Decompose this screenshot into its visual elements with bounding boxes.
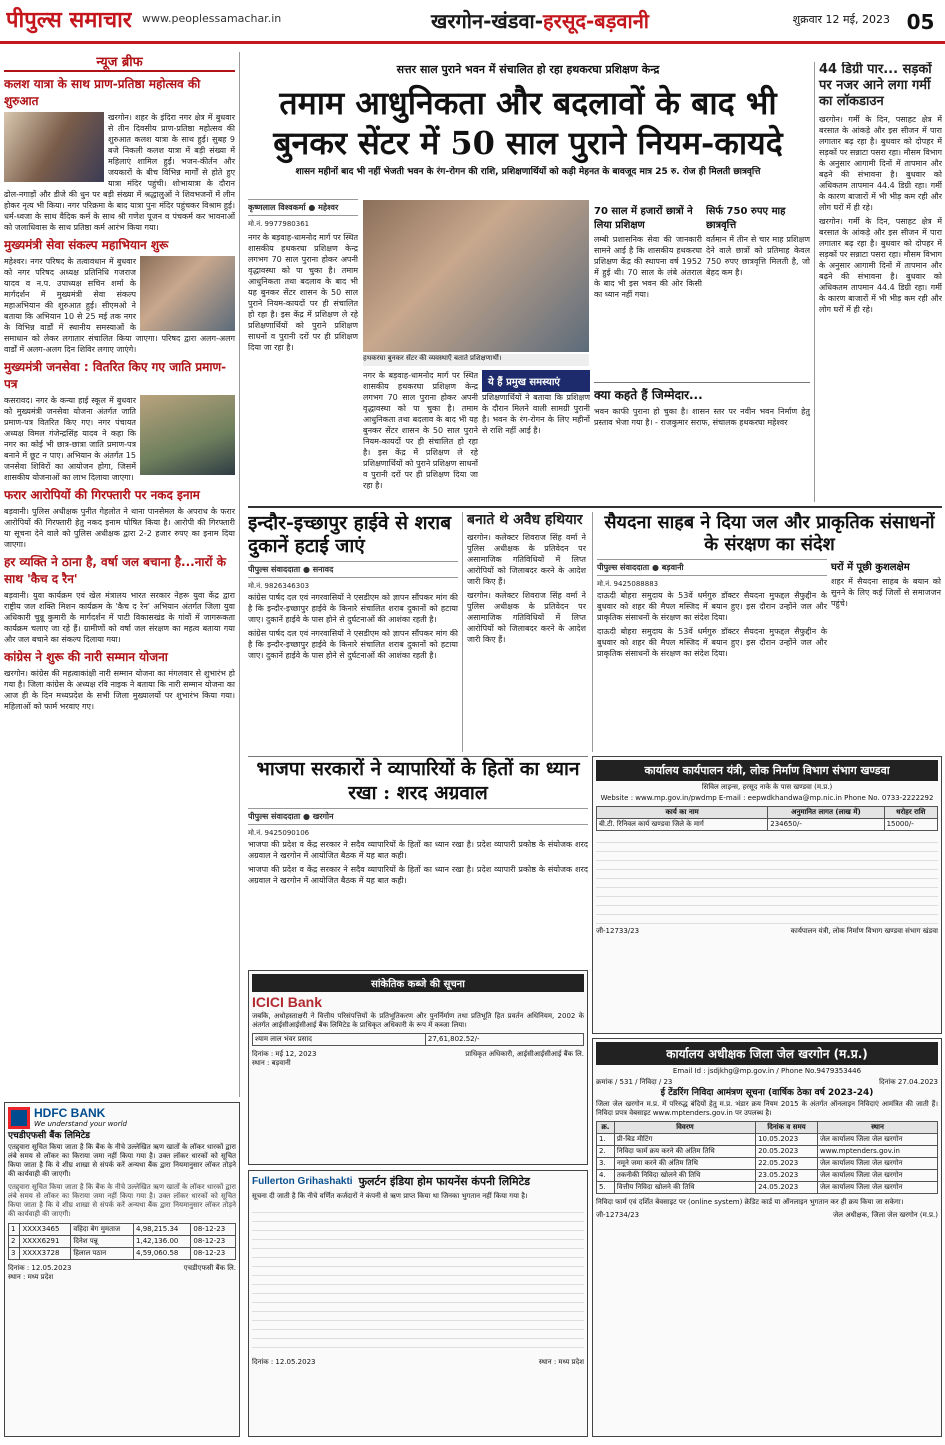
- pwd-ref: जी-12733/23: [596, 927, 640, 935]
- notice-date: दिनांक : 12.05.2023: [8, 1264, 72, 1272]
- brief-body: बड़वानी। युवा कार्यक्रम एवं खेल मंत्रालय भारत सरकार नेहरू युवा केंद्र द्वारा राष्ट्रीय जल शक्ति मिशन कार्यक्रम के 'कैच द रेन' अभियान अंतर्गत जिला युवा अधिकारी चुन्नू कुमारी के मार्गदर्शन में पाटी विकासखंड के गांवों में जागरूकता कार्यक्रम चलाए जा रहे हैं। ग्रामीणों को वर्षा जल संरक्षण का महत्व बताया गया और जल बचाने का संकल्प दिलाया गया।: [4, 591, 235, 644]
- th-desc: विवरण: [614, 1122, 755, 1134]
- website-url[interactable]: www.peoplessamachar.in: [142, 12, 282, 25]
- liquor-body: कांग्रेस पार्षद दल एवं नगरवासियों ने एसडीएम को ज्ञापन सौंपकर मांग की है कि इन्दौर-इच्छापुर हाईवे के किनारे संचालित शराब दुकानों को हटाया जाए। दुकानें हाईवे के पास होने से दुर्घटनाओं की आशंका रहती है।: [248, 593, 458, 624]
- main-kicker: सत्तर साल पुराने भवन में संचालित हो रहा हथकरघा प्रशिक्षण केन्द्र: [396, 63, 660, 76]
- col-fee: धरोहर राशि: [884, 807, 937, 819]
- procession-photo: [4, 112, 104, 182]
- sidebar-history-body: लम्बी प्रशासनिक सेवा की जानकारी सामने आई है कि शासकीय हथकरघा प्रशिक्षण केंद्र की स्थापना वर्ष 1952 में हुई थी। 70 साल के लंबे अंतराल के बाद भी इस भवन की ओर किसी का ध्यान नहीं गया।: [594, 235, 702, 299]
- brief-headline: हर व्यक्ति ने ठाना है, वर्षा जल बचाना है...नारों के साथ 'कैच द रैन': [4, 555, 226, 586]
- sidebar-history: [594, 200, 702, 380]
- fullerton-logo: Fullerton Grihashakti: [252, 1176, 353, 1187]
- main-story-column: [248, 196, 358, 501]
- heatwave-story: [814, 62, 942, 502]
- section-title: [360, 2, 720, 40]
- table-cell: 1: [9, 1224, 20, 1236]
- pwd-title: कार्यालय कार्यपालन यंत्री, लोक निर्माण विभाग संभाग खण्डवा: [596, 760, 938, 781]
- syedna-byline: पीपुल्स संवाददाता ● बड़वानी: [597, 559, 827, 576]
- liquor-byline: पीपुल्स संवाददाता ● सनावद: [248, 561, 458, 578]
- heatwave-body-continued: खरगोन। गर्मी के दिन, पसाहट क्षेत्र में बरसात के आंकड़े और इस सीजन में पारा लगातार बढ़ रहा है। बुधवार को दोपहर में सड़कों पर सन्नाटा पसरा रहा। मौसम विभाग के अनुसार आगामी दिनों में तापमान और बढ़ने की संभावना है। बुधवार को अधिकतम तापमान 44.4 डिग्री रहा। गर्मी के कारण बाजारों में भी भीड़ कम रही और लोग घरों में ही रहे।: [819, 217, 942, 314]
- main-mobile: मो.नं. 9977980361: [248, 220, 310, 228]
- table-row: [9, 1248, 236, 1260]
- brief-body: महेश्वर। नगर परिषद के तत्वावधान में बुधवार को नगर परिषद अध्यक्ष प्रतिनिधि गजराज यादव व न.प. उपाध्यक्ष सचिन शर्मा के मार्गदर्शन में मुख्यमंत्री सेवा संकल्प महाअभियान की शुरुआत हुई। सीएमओ ने बताया कि अभियान 10 से 25 मई तक नगर के विभिन्न वार्डों में स्थानीय समस्याओं के समाधान को लेकर लगातार संचालित किया जाएगा। परिषद द्वारा अलग-अलग वार्डों में अलग-अलग दिन शिविर लगाए जाएंगे।: [4, 257, 235, 354]
- weapons-headline: बनाते थे अवैध हथियार: [467, 512, 583, 528]
- table-cell: 20.05.2023: [756, 1146, 818, 1158]
- pwd-terms-list: [596, 834, 938, 924]
- table-cell: वहिदा बेग मुमताज: [71, 1224, 134, 1236]
- hdfc-logo-icon: [8, 1107, 30, 1129]
- notice-body: एतद्द्वारा सूचित किया जाता है कि बैंक के नीचे उल्लेखित ऋण खातों के लॉकर धारकों द्वारा लंबे समय से लॉकर का किराया जमा नहीं किया गया है। उक्त लॉकर धारकों को सूचित किया जाता है कि वे शीघ्र शाखा से संपर्क करें अन्यथा बैंक द्वारा नियमानुसार लॉकर तोड़ने की कार्यवाही की जाएगी।: [8, 1143, 236, 1178]
- table-cell: प्री-बिड मीटिंग: [614, 1134, 755, 1146]
- fullerton-place: स्थान : मध्य प्रदेश: [538, 1358, 584, 1366]
- th-date: दिनांक व समय: [756, 1122, 818, 1134]
- brief-headline: कलश यात्रा के साथ प्राण-प्रतिष्ठा महोत्सव की शुरुआत: [4, 77, 201, 108]
- table-cell: 2: [9, 1236, 20, 1248]
- weapons-body: खरगोन। कलेक्टर शिवराज सिंह वर्मा ने पुलिस अधीक्षक के प्रतिवेदन पर असामाजिक गतिविधियों में लिप्त आरोपियों को जिलाबदर करने के आदेश जारी किए हैं।: [467, 533, 586, 586]
- table-cell: 3.: [597, 1158, 615, 1170]
- jail-intro: जिला जेल खरगोन म.प्र. में परिरुद्ध बंदियों हेतु म.प्र. भंडार क्रय नियम 2015 के अंतर्गत ऑनलाइन निविदाएं आमंत्रित की जाती हैं। निविदा प्रपत्र वेबसाइट www.mptenders.gov.in पर उपलब्ध है।: [596, 1100, 938, 1117]
- syedna-mobile: मो.नं. 9425088883: [597, 580, 659, 588]
- pwd-subtitle: सिविल लाइन्स, हरसूद नाके के पास खण्डवा (म.प्र.): [701, 783, 833, 791]
- table-cell: 24.05.2023: [756, 1182, 818, 1194]
- brief-body: बड़वानी। पुलिस अधीक्षक पुनीत गेहलोत ने थाना पानसेमल के अपराध के फरार आरोपियों की गिरफ्तारी हेतु नकद इनाम घोषित किया है। आरोपी की गिरफ्तारी या सूचना देने वाले को पुलिस अधीक्षक द्वारा 2-2 हजार रुपए का इनाम दिया जाएगा।: [4, 507, 235, 549]
- icici-place: स्थान : बड़वानी: [252, 1059, 291, 1067]
- table-cell: XXXX3728: [20, 1248, 71, 1260]
- syedna-body-continued: दाऊदी बोहरा समुदाय के 53वें धर्मगुरु डॉक्टर सैयदना मुफद्दल सैफुद्दीन के बुधवार को शहर की मैपल मस्जिद में बयान हुए। इस दौरान उन्होंने जल और प्राकृतिक संसाधनों के संरक्षण का संदेश दिया।: [597, 627, 827, 658]
- jail-ref: क्रमांक / 531 / निविदा / 23: [596, 1078, 673, 1086]
- problems-heading: ये हैं प्रमुख समस्याएं: [482, 370, 590, 392]
- heatwave-body: खरगोन। गर्मी के दिन, पसाहट क्षेत्र में बरसात के आंकड़े और इस सीजन में पारा लगातार बढ़ रहा है। बुधवार को दोपहर में सड़कों पर सन्नाटा पसरा रहा। मौसम विभाग के अनुसार आगामी दिनों में तापमान और बढ़ने की संभावना है। बुधवार को अधिकतम तापमान 44.4 डिग्री रहा। गर्मी के कारण बाजारों में भी भीड़ कम रही और लोग घरों में ही रहे।: [819, 115, 942, 212]
- officials-heading: क्या कहते हैं जिम्मेदार...: [594, 388, 703, 402]
- main-byline: कृष्णलाल विश्वकर्मा ● महेश्वर: [248, 199, 358, 216]
- officials-body: भवन काफी पुराना हो चुका है। शासन स्तर पर नवीन भवन निर्माण हेतु प्रस्ताव भेजा गया है। - राजकुमार सराफ, संचालक हथकरघा महेश्वर: [594, 407, 810, 427]
- jail-date: दिनांक 27.04.2023: [879, 1078, 938, 1086]
- syedna-side-heading: घरों में पूछी कुशलक्षेम: [831, 562, 910, 573]
- bjp-mobile: मो.नं. 9425090106: [248, 829, 310, 837]
- bjp-body: भाजपा की प्रदेश व केंद्र सरकार ने सदैव व्यापारियों के हितों का ध्यान रखा है। प्रदेश व्यापारी प्रकोष्ठ के संयोजक शरद अग्रवाल ने खरगोन में आयोजित बैठक में यह बात कही।: [248, 840, 588, 860]
- bank-tagline: We understand your world: [34, 1120, 127, 1128]
- page-number: 05: [906, 10, 935, 34]
- notice-body-continued: एतद्द्वारा सूचित किया जाता है कि बैंक के नीचे उल्लेखित ऋण खातों के लॉकर धारकों द्वारा लंबे समय से लॉकर का किराया जमा नहीं किया गया है। उक्त लॉकर धारकों को सूचित किया जाता है कि वे शीघ्र शाखा से संपर्क करें अन्यथा बैंक द्वारा नियमानुसार लॉकर तोड़ने की कार्यवाही की जाएगी।: [8, 1183, 236, 1218]
- icici-amount: 27,61,802.52/-: [425, 1034, 583, 1046]
- table-cell: वित्तीय निविदा खोलने की तिथि: [614, 1182, 755, 1194]
- table-cell: 4,59,060.58: [134, 1248, 191, 1260]
- brief-headline: कांग्रेस ने शुरू की नारी सम्मान योजना: [4, 650, 168, 664]
- main-deck: शासन महीनों बाद भी नहीं भेजती भवन के रंग-रोगन की राशि, प्रशिक्षणार्थियों को कड़ी मेहनत के बावजूद मात्र 25 रु. रोज ही मिलती छात्रवृत्ति: [295, 167, 761, 177]
- table-cell: जेल कार्यालय जिला जेल खरगोन: [817, 1134, 937, 1146]
- photo-caption: हथकरघा बुनकर सेंटर की व्यवस्थाएँ बताते प्रशिक्षणार्थी।: [363, 354, 589, 366]
- table-cell: 22.05.2023: [756, 1158, 818, 1170]
- main-body-continued: नगर के बड़वाह-धामनोद मार्ग पर स्थित शासकीय हथकरघा प्रशिक्षण केन्द्र लगभग 70 साल पुराना होकर अपनी वृद्धावस्था को पा चुका है। तमाम आधुनिकता तथा बदलाव के बाद भी यह बुनकर सेंटर शासन के 50 साल पुराने नियम-कायदों पर ही संचालित हो रहा है। इस केंद्र में प्रशिक्षण ले रहे प्रशिक्षणार्थियों को पुराने प्रशिक्षण साधनों व पुरानी दरों पर ही प्रशिक्षण दिया जा रहा है।: [363, 371, 478, 490]
- bjp-headline: भाजपा सरकारों ने व्यापारियों के हितों का ध्यान रखा : शरद अग्रवाल: [256, 758, 580, 804]
- table-cell: XXXX3465: [20, 1224, 71, 1236]
- table-cell: तकनीकी निविदा खोलने की तिथि: [614, 1170, 755, 1182]
- table-row: [9, 1224, 236, 1236]
- section-title-highlight: हरसूद-बड़वानी: [543, 9, 649, 33]
- liquor-story: [248, 512, 458, 752]
- problems-body: प्रशिक्षणार्थियों ने बताया कि प्रशिक्षण के दौरान मिलने वाली सामग्री पुरानी है। भवन के रंग-रोगन के लिए महीनों से राशि नहीं आई है।: [482, 393, 590, 435]
- row-amount: 234650/-: [768, 819, 884, 831]
- syedna-story: [592, 512, 942, 752]
- issue-date: शुक्रवार 12 मई, 2023: [792, 13, 890, 26]
- table-cell: 1.: [597, 1134, 615, 1146]
- section-divider: [248, 506, 942, 508]
- jail-footer-note: निविदा फार्म एवं दर्शित बेवसाइट पर (online system) क्रेडिट कार्ड या ऑनलाइन भुगतान कर ही क्रय किया जा सकेगा।: [596, 1198, 904, 1206]
- notice-place: स्थान : मध्य प्रदेश: [8, 1273, 54, 1281]
- locker-table: [8, 1223, 236, 1260]
- liquor-headline: इन्दौर-इच्छापुर हाईवे से शराब दुकानें हटाई जाएं: [248, 512, 452, 557]
- sidebar-history-heading: 70 साल में हजारों छात्रों ने लिया प्रशिक्षण: [594, 206, 693, 231]
- masthead: [0, 0, 945, 44]
- table-cell: 5.: [597, 1182, 615, 1194]
- brief-body: खरगोन। कांग्रेस की महत्वाकांक्षी नारी सम्मान योजना का मंगलवार से शुभारंभ हो गया है। जिला कांग्रेस के अध्यक्ष रवि नाइक ने बताया कि नारी सम्मान योजना का आज ही के दिन मध्यप्रदेश के सभी जिला मुख्यालयों पर शुभारंभ किया गया। महिलाओं को फार्म भरवाए गए।: [4, 669, 235, 711]
- liquor-mobile: मो.नं. 9826346303: [248, 582, 310, 590]
- th-serial: क्र.: [597, 1122, 615, 1134]
- main-body: नगर के बड़वाह-धामनोद मार्ग पर स्थित शासकीय हथकरघा प्रशिक्षण केन्द्र लगभग 70 साल पुराना होकर अपनी वृद्धावस्था को पा चुका है। तमाम आधुनिकता तथा बदलाव के बाद भी यह बुनकर सेंटर शासन के 50 साल पुराने नियम-कायदों पर ही संचालित हो रहा है। इस केंद्र में प्रशिक्षण ले रहे प्रशिक्षणार्थियों को पुराने प्रशिक्षण साधनों व पुरानी दरों पर ही प्रशिक्षण दिया जा रहा है।: [248, 233, 358, 352]
- news-brief-label: न्यूज ब्रीफ: [4, 52, 235, 72]
- table-cell: 1,42,136.00: [134, 1236, 191, 1248]
- brief-headline: फरार आरोपियों की गिरफ्तारी पर नकद इनाम: [4, 488, 200, 502]
- table-cell: 2.: [597, 1146, 615, 1158]
- brief-headline: मुख्यमंत्री जनसेवा : वितरित किए गए जाति प्रमाण-पत्र: [4, 360, 227, 391]
- table-cell: 23.05.2023: [756, 1170, 818, 1182]
- certificate-photo: [140, 395, 235, 475]
- fullerton-title: फुलर्टन इंडिया होम फायनेंस कंपनी लिमिटेड: [358, 1175, 531, 1188]
- meeting-photo: [140, 256, 235, 331]
- table-row: [597, 1182, 938, 1194]
- row-work: बी.टी. रिनिवल कार्य खण्डवा जिले के मार्ग: [597, 819, 768, 831]
- table-cell: दिनेश पन्नू: [71, 1236, 134, 1248]
- table-cell: XXXX6291: [20, 1236, 71, 1248]
- syedna-body: दाऊदी बोहरा समुदाय के 53वें धर्मगुरु डॉक्टर सैयदना मुफद्दल सैफुद्दीन के बुधवार को शहर की मैपल मस्जिद में बयान हुए। इस दौरान उन्होंने जल और प्राकृतिक संसाधनों के संरक्षण का संदेश दिया।: [597, 591, 827, 622]
- jail-tender-notice: [592, 1038, 942, 1437]
- pwd-table: [596, 806, 938, 831]
- col-amount: अनुमानित लागत (लाख में): [768, 807, 884, 819]
- newspaper-logo: पीपुल्स समाचार: [6, 8, 132, 33]
- jail-ref2: जी-12734/23: [596, 1211, 640, 1219]
- pwd-signature: कार्यपालन यंत्री, लोक निर्माण विभाग खण्डवा संभाग खंडवा: [790, 927, 938, 935]
- officials-quote: [594, 382, 810, 500]
- table-cell: 10.05.2023: [756, 1134, 818, 1146]
- table-cell: निविदा फार्म क्रय करने की अंतिम तिथि: [614, 1146, 755, 1158]
- hdfc-bank-notice: [4, 1102, 240, 1437]
- icici-body: जबकि, अधोहस्ताक्षरी ने वित्तीय परिसंपत्तियों के प्रतिभूतिकरण और पुनर्निर्माण तथा प्रतिभूति हित प्रवर्तन अधिनियम, 2002 के अंतर्गत आईसीआईसीआई बैंक लिमिटेड के प्राधिकृत अधिकारी के रूप में कब्जा लिया।: [252, 1012, 584, 1029]
- fullerton-date: दिनांक : 12.05.2023: [252, 1358, 316, 1366]
- sidebar-stipend: [706, 200, 810, 380]
- icici-signature: प्राधिकृत अधिकारी, आईसीआईसीआई बैंक लि.: [465, 1050, 584, 1058]
- table-row: [597, 1146, 938, 1158]
- main-story-continued: [363, 370, 478, 500]
- pwd-contact: Website : www.mp.gov.in/pwdmp E-mail : eepwdkhandwa@mp.nic.in Phone No. 0733-2222292: [600, 794, 934, 802]
- table-cell: जेल कार्यालय जिला जेल खरगोन: [817, 1158, 937, 1170]
- section-title-primary: खरगोन-खंडवा-: [431, 9, 544, 33]
- fullerton-body: सूचना दी जाती है कि नीचे वर्णित कर्जदारों ने कंपनी से ऋण प्राप्त किया था जिनका भुगतान नहीं किया गया है।: [252, 1192, 528, 1200]
- jail-contact: Email Id : jsdjkhg@mp.gov.in / Phone No.9479353446: [672, 1067, 862, 1075]
- table-row: [9, 1236, 236, 1248]
- table-row: [597, 1158, 938, 1170]
- jail-notice-heading: ई टेंडरिंग निविदा आमंत्रण सूचना (वार्षिक ठेका वर्ष 2023-24): [660, 1088, 874, 1098]
- sidebar-stipend-body: वर्तमान में तीन से चार माह प्रशिक्षण देने वाले छात्रों को प्रतिमाह केवल 750 रुपए छात्रवृत्ति मिलती है, जो बेहद कम है।: [706, 235, 810, 277]
- weaving-center-photo: [363, 200, 589, 352]
- icici-borrower: श्याम लाल भंवर प्रसाद: [253, 1034, 426, 1046]
- jail-schedule-table: [596, 1121, 938, 1194]
- table-row: [597, 1134, 938, 1146]
- table-cell: नमूने जमा करने की अंतिम तिथि: [614, 1158, 755, 1170]
- heatwave-headline: 44 डिग्री पार... सड़कों पर नजर आने लगा गर्मी का लॉकडाउन: [819, 62, 932, 109]
- main-headline-line2: बुनकर सेंटर में 50 साल पुराने नियम-कायदे: [273, 124, 783, 162]
- table-cell: 4,98,215.34: [134, 1224, 191, 1236]
- syedna-side-body: शहर में सैयदना साहब के बयान को सुनने के लिए कई जिलों से समाजजन पहुंचे।: [831, 577, 941, 608]
- col-work: कार्य का नाम: [597, 807, 768, 819]
- jail-title: कार्यालय अधीक्षक जिला जेल खरगोन (म.प्र.): [596, 1042, 938, 1065]
- fullerton-notice: [248, 1170, 588, 1437]
- sidebar-stipend-heading: सिर्फ 750 रुपए माह छात्रवृत्ति: [706, 206, 786, 231]
- bjp-story: [248, 756, 588, 966]
- icici-date: दिनांक : मई 12, 2023: [252, 1050, 317, 1058]
- brief-body: खरगोन। शहर के इंदिरा नगर क्षेत्र में बुधवार से तीन दिवसीय प्राण-प्रतिष्ठा महोत्सव की शुरुआत कलश यात्रा के साथ हुई। सुबह 9 बजे निकली कलश यात्रा में बड़ी संख्या में महिलाएं शामिल हुईं। भजन-कीर्तन और जयकारों के बीच विभिन्न मार्गों से होते हुए यात्रा मंदिर पहुंची। शोभायात्रा के दौरान ढोल-नगाड़ों और डीजे की धुन पर बड़ी संख्या में श्रद्धालुओं ने शिवभजनों में लीन होकर नृत्य भी किया। नगर परिक्रमा के बाद यात्रा पुनः मंदिर पहुंचकर विश्राम हुई। धर्म-ध्वजा के साथ वैदिक कर्म के साथ श्री गणेश पूजन व पंचकर्म कर भावनाओं को जलाधिवास के साथ प्रतिष्ठा कर्म आरंभ किया गया।: [4, 113, 235, 232]
- row-fee: 15000/-: [884, 819, 937, 831]
- weapons-story: [462, 512, 586, 752]
- syedna-headline: सैयदना साहब ने दिया जल और प्राकृतिक संसाधनों के संरक्षण का संदेश: [604, 512, 935, 555]
- icici-title: सांकेतिक कब्जे की सूचना: [252, 974, 584, 992]
- table-cell: 08-12-23: [191, 1224, 236, 1236]
- icici-possession-notice: [248, 970, 588, 1165]
- icici-table: [252, 1033, 584, 1046]
- bank-name: HDFC BANK: [34, 1106, 106, 1120]
- bjp-body-continued: भाजपा की प्रदेश व केंद्र सरकार ने सदैव व्यापारियों के हितों का ध्यान रखा है। प्रदेश व्यापारी प्रकोष्ठ के संयोजक शरद अग्रवाल ने खरगोन में आयोजित बैठक में यह बात कही।: [248, 865, 588, 885]
- table-cell: 3: [9, 1248, 20, 1260]
- left-column: [4, 52, 240, 1097]
- liquor-body-continued: कांग्रेस पार्षद दल एवं नगरवासियों ने एसडीएम को ज्ञापन सौंपकर मांग की है कि इन्दौर-इच्छापुर हाईवे के किनारे संचालित शराब दुकानों को हटाया जाए। दुकानें हाईवे के पास होने से दुर्घटनाओं की आशंका रहती है।: [248, 629, 458, 660]
- jail-signature: जेल अधीक्षक, जिला जेल खरगोन (म.प्र.): [833, 1211, 938, 1219]
- th-place: स्थान: [817, 1122, 937, 1134]
- notice-signature: एचडीएफसी बैंक लि.: [183, 1264, 236, 1272]
- problems-box: [482, 370, 590, 500]
- main-headline-line1: तमाम आधुनिकता और बदलावों के बाद भी: [279, 84, 777, 122]
- notice-title: एचडीएफसी बैंक लिमिटेड: [8, 1131, 90, 1141]
- table-row: [597, 1170, 938, 1182]
- table-cell: www.mptenders.gov.in: [817, 1146, 937, 1158]
- table-cell: जेल कार्यालय जिला जेल खरगोन: [817, 1170, 937, 1182]
- fullerton-borrower-list: [252, 1204, 584, 1354]
- brief-body: कसरावद। नगर के कन्या हाई स्कूल में बुधवार को मुख्यमंत्री जनसेवा योजना अंतर्गत जाति प्रमाण-पत्र वितरित किए गए। नगर पंचायत अध्यक्ष विमल गंजेन्द्रसिंह यादव ने कहा कि नगर का कोई भी छात्र-छात्रा जाति प्रमाण-पत्र बनाने में छूट न पाए। अभियान के अंतर्गत 15 जनसेवा शिविरों का आयोजन होगा, जिसमें शासकीय योजनाओं का लाभ दिलाया जाएगा।: [4, 396, 136, 482]
- brief-headline: मुख्यमंत्री सेवा संकल्प महाभियान शुरू: [4, 238, 169, 252]
- table-cell: 4.: [597, 1170, 615, 1182]
- table-cell: 08-12-23: [191, 1236, 236, 1248]
- table-cell: हिलाल पठान: [71, 1248, 134, 1260]
- weapons-body-continued: खरगोन। कलेक्टर शिवराज सिंह वर्मा ने पुलिस अधीक्षक के प्रतिवेदन पर असामाजिक गतिविधियों में लिप्त आरोपियों को जिलाबदर करने के आदेश जारी किए हैं।: [467, 591, 586, 644]
- bjp-byline: पीपुल्स संवाददाता ● खरगोन: [248, 808, 588, 825]
- pwd-tender-notice: [592, 756, 942, 1034]
- table-cell: जेल कार्यालय जिला जेल खरगोन: [817, 1182, 937, 1194]
- table-cell: 08-12-23: [191, 1248, 236, 1260]
- icici-logo: ICICI Bank: [252, 994, 323, 1010]
